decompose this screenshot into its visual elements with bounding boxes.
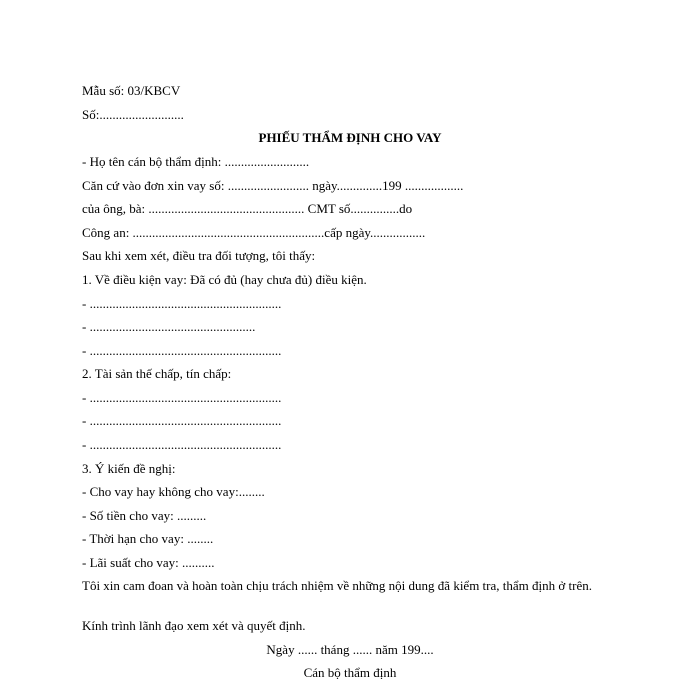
appraiser-line: - Họ tên cán bộ thẩm định: .......................... [82, 154, 310, 169]
section1-line: - ........................................................... [82, 343, 282, 358]
section2-line: - ........................................................... [82, 413, 282, 428]
section3-line: - Thời hạn cho vay: ........ [82, 531, 214, 546]
police-line: Công an: ...........................................................cấp ngày................. [82, 225, 426, 240]
commitment-text: Tôi xin cam đoan và hoàn toàn chịu trách nhiệm về những nội dung đã kiểm tra, thẩm định ở trên. [82, 578, 592, 593]
section1-line: - ........................................................... [82, 296, 282, 311]
signer-title: Cán bộ thẩm định [303, 665, 397, 680]
date-line: Ngày ...... tháng ...... năm 199.... [266, 642, 434, 657]
form-number: Số:.......................... [82, 107, 184, 122]
page-title: PHIẾU THẨM ĐỊNH CHO VAY [258, 130, 442, 145]
request-text: Kính trình lãnh đạo xem xét và quyết định. [82, 618, 306, 633]
intro-line: Sau khi xem xét, điều tra đối tượng, tôi thấy: [82, 248, 316, 263]
section3-heading: 3. Ý kiến đề nghị: [82, 461, 176, 476]
section3-line: - Lãi suất cho vay: .......... [82, 555, 215, 570]
application-line: Căn cứ vào đơn xin vay số: ......................... ngày..............199 .................. [82, 178, 464, 193]
section1-line: - ................................................... [82, 319, 256, 334]
section3-line: - Cho vay hay không cho vay:........ [82, 484, 265, 499]
section3-line: - Số tiền cho vay: ......... [82, 508, 207, 523]
section2-line: - ........................................................... [82, 390, 282, 405]
section1-heading: 1. Về điều kiện vay: Đã có đủ (hay chưa đủ) điều kiện. [82, 272, 367, 287]
section2-line: - ........................................................... [82, 437, 282, 452]
applicant-line: của ông, bà: ................................................ CMT số...............do [82, 201, 413, 216]
section2-heading: 2. Tài sản thế chấp, tín chấp: [82, 366, 232, 381]
form-code: Mẫu số: 03/KBCV [82, 83, 181, 98]
